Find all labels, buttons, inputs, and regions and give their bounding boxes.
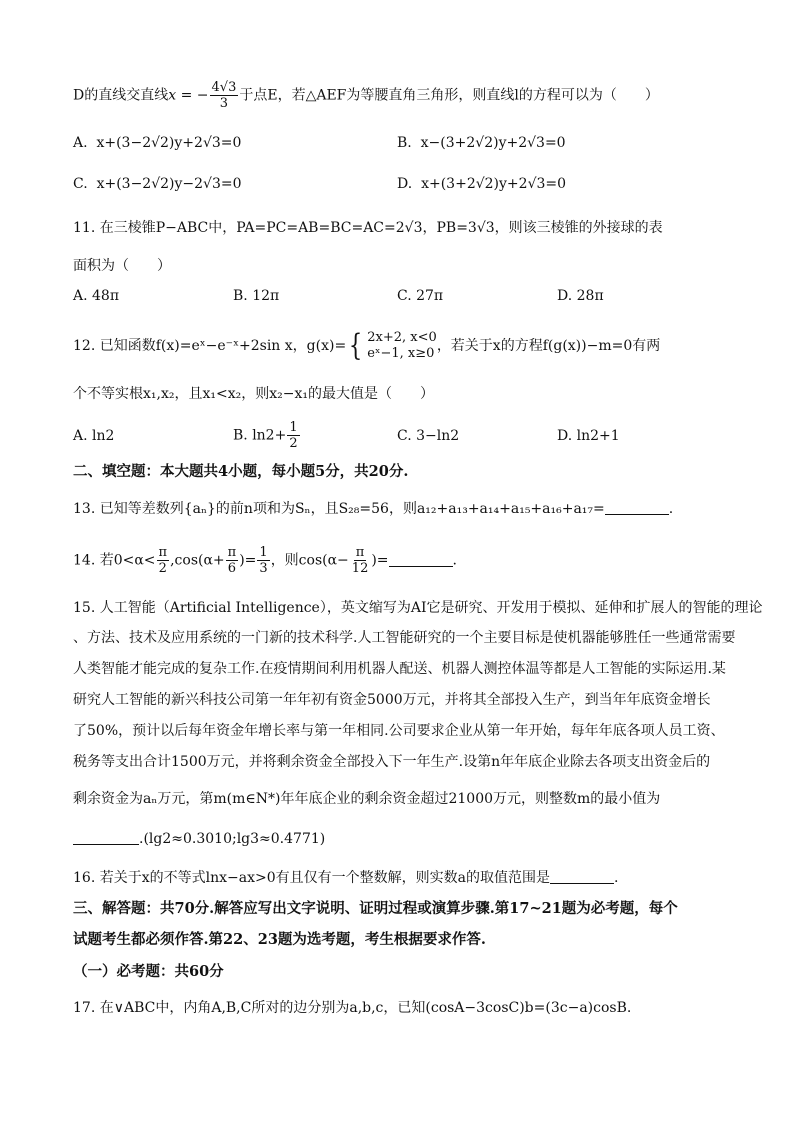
q12-option-d: D. ln2+1 bbox=[557, 428, 620, 444]
q12-piecewise: { 2x+2, x<0 eˣ−1, x≥0 bbox=[349, 328, 437, 363]
q15-line-7: 剩余资金为aₙ万元，第m(m∈N*)年年底企业的剩余资金超过21000万元，则整数m的最小值为 bbox=[73, 791, 661, 807]
q14-stem: 14. 若0<α< $\frac{\pi}{2}$ ,cos(α+ $\frac{\pi}{6}$ )= $\frac{1}{3}$ ，则cos(α− $\frac{\pi}{12}$ )= . bbox=[73, 545, 457, 576]
q10-fraction: $\frac{4√3}{3}$ bbox=[211, 80, 237, 111]
section-3-heading-cont: 试题考生都必须作答.第22、23题为选考题，考生根据要求作答. bbox=[73, 931, 486, 948]
q12-option-c: C. 3−ln2 bbox=[397, 428, 460, 444]
q10-option-c: C. x+(3−2√2)y−2√3=0 bbox=[73, 176, 242, 192]
q17-stem: 17. 在∨ABC中，内角A,B,C所对的边分别为a,b,c，已知(cosA−3cosC)b=(3c−a)cosB. bbox=[73, 1000, 632, 1016]
q10-stem: D的直线交直线x = − $\frac{4√3}{3}$ 于点E，若△AEF为等腰直角三角形，则直线l的方程可以为（ ） bbox=[73, 80, 659, 111]
q15-line-1: 15. 人工智能（Artificial Intelligence），英文缩写为AI它是研究、开发用于模拟、延伸和扩展人的智能的理论 bbox=[73, 600, 763, 616]
q13-stem: 13. 已知等差数列{aₙ}的前n项和为Sₙ，且S₂₈=56，则a₁₂+a₁₃+a₁₄+a₁₅+a₁₆+a₁₇= . bbox=[73, 501, 674, 517]
q12-option-a: A. ln2 bbox=[73, 428, 115, 444]
q15-line-8: .(lg2≈0.3010;lg3≈0.4771) bbox=[73, 829, 325, 849]
q12-stem-cont: 个不等实根x₁,x₂，且x₁<x₂，则x₂−x₁的最大值是（ ） bbox=[73, 386, 434, 402]
q14-answer-blank[interactable] bbox=[389, 552, 453, 567]
q10-option-a: A. x+(3−2√2)y+2√3=0 bbox=[73, 135, 242, 151]
section-2-heading: 二、填空题：本大题共4小题，每小题5分，共20分. bbox=[73, 463, 409, 480]
q12-option-b: B. ln2+ $\frac{1}{2}$ bbox=[233, 420, 298, 451]
q11-option-d: D. 28π bbox=[557, 288, 604, 304]
q15-line-4: 研究人工智能的新兴科技公司第一年年初有资金5000万元，并将其全部投入生产，到当年年底资金增长 bbox=[73, 692, 711, 708]
q15-line-6: 税务等支出合计1500万元，并将剩余资金全部投入下一年生产.设第n年年底企业除去各项支出资金后的 bbox=[73, 754, 711, 770]
q11-option-a: A. 48π bbox=[73, 288, 120, 304]
q11-stem: 11. 在三棱锥P−ABC中，PA=PC=AB=BC=AC=2√3，PB=3√3，则该三棱锥的外接球的表 bbox=[73, 220, 663, 236]
q15-answer-blank[interactable] bbox=[73, 830, 139, 845]
q13-answer-blank[interactable] bbox=[605, 500, 669, 515]
q12-stem: 12. 已知函数f(x)=eˣ−e⁻ˣ+2sin x，g(x)= { 2x+2, x<0 eˣ−1, x≥0 ，若关于x的方程f(g(x))−m=0有两 bbox=[73, 328, 661, 363]
q15-line-3: 人类智能才能完成的复杂工作.在疫情期间利用机器人配送、机器人测控体温等都是人工智能的实际运用.某 bbox=[73, 661, 726, 677]
q10-option-d: D. x+(3+2√2)y+2√3=0 bbox=[397, 176, 567, 192]
q11-option-c: C. 27π bbox=[397, 288, 444, 304]
section-3-heading: 三、解答题：共70分.解答应写出文字说明、证明过程或演算步骤.第17~21题为必考题，每个 bbox=[73, 900, 678, 917]
section-3-subheading: （一）必考题：共60分 bbox=[73, 963, 224, 980]
q11-stem-cont: 面积为（ ） bbox=[73, 258, 171, 274]
q11-option-b: B. 12π bbox=[233, 288, 280, 304]
q15-line-5: 了50%，预计以后每年资金年增长率与第一年相同.公司要求企业从第一年开始，每年年底各项人员工资、 bbox=[73, 723, 725, 739]
q16-stem: 16. 若关于x的不等式lnx−ax>0有且仅有一个整数解，则实数a的取值范围是 . bbox=[73, 870, 619, 886]
q10-option-b: B. x−(3+2√2)y+2√3=0 bbox=[397, 135, 566, 151]
q15-line-2: 、方法、技术及应用系统的一门新的技术科学.人工智能研究的一个主要目标是使机器能够胜任一些通常需要 bbox=[73, 630, 736, 646]
q16-answer-blank[interactable] bbox=[550, 869, 614, 884]
